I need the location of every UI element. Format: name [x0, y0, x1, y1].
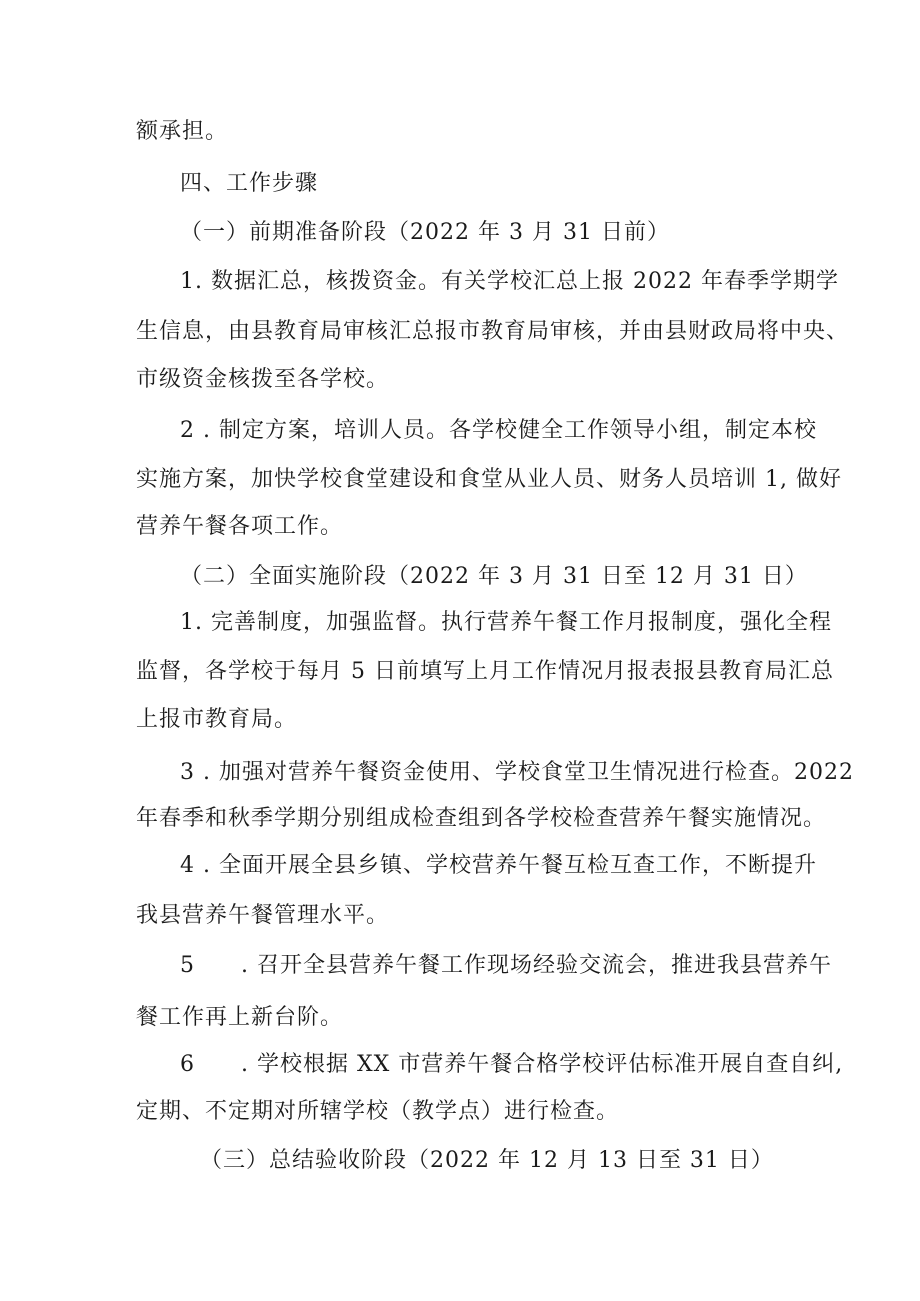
text-line: 3 . 加强对营养午餐资金使用、学校食堂卫生情况进行检查。2022 — [180, 760, 854, 785]
text-line: 市级资金核拨至各学校。 — [136, 367, 390, 392]
subsection-heading: （二）全面实施阶段（2022 年 3 月 31 日至 12 月 31 日） — [180, 564, 808, 589]
text-line: 额承担。 — [136, 119, 229, 144]
text-line: 1. 数据汇总，核拨资金。有关学校汇总上报 2022 年春季学期学 — [180, 269, 839, 294]
section-heading: 四、工作步骤 — [180, 171, 319, 196]
text-line: 年春季和秋季学期分别组成检查组到各学校检查营养午餐实施情况。 — [136, 806, 827, 831]
text-line: 实施方案，加快学校食堂建设和食堂从业人员、财务人员培训 1, 做好 — [136, 467, 842, 492]
text-line: 定期、不定期对所辖学校（教学点）进行检查。 — [136, 1099, 620, 1124]
subsection-heading: （三）总结验收阶段（2022 年 12 月 13 日至 31 日） — [200, 1148, 774, 1173]
text-line: 上报市教育局。 — [136, 707, 298, 732]
text-line: 营养午餐各项工作。 — [136, 514, 344, 539]
text-line: 6 . 学校根据 XX 市营养午餐合格学校评估标准开展自查自纠, — [180, 1052, 844, 1077]
text-line: 4 . 全面开展全县乡镇、学校营养午餐互检互查工作，不断提升 — [180, 853, 817, 878]
subsection-heading: （一）前期准备阶段（2022 年 3 月 31 日前） — [180, 220, 670, 245]
text-line: 我县营养午餐管理水平。 — [136, 903, 390, 928]
text-line: 2 . 制定方案，培训人员。各学校健全工作领导小组，制定本校 — [180, 418, 817, 443]
text-line: 监督，各学校于每月 5 日前填写上月工作情况月报表报县教育局汇总 — [136, 659, 834, 684]
text-line: 生信息，由县教育局审核汇总报市教育局审核，并由县财政局将中央、 — [136, 319, 850, 344]
text-line: 1. 完善制度，加强监督。执行营养午餐工作月报制度，强化全程 — [180, 610, 832, 635]
text-line: 5 . 召开全县营养午餐工作现场经验交流会，推进我县营养午 — [180, 953, 832, 978]
text-line: 餐工作再上新台阶。 — [136, 1005, 344, 1030]
